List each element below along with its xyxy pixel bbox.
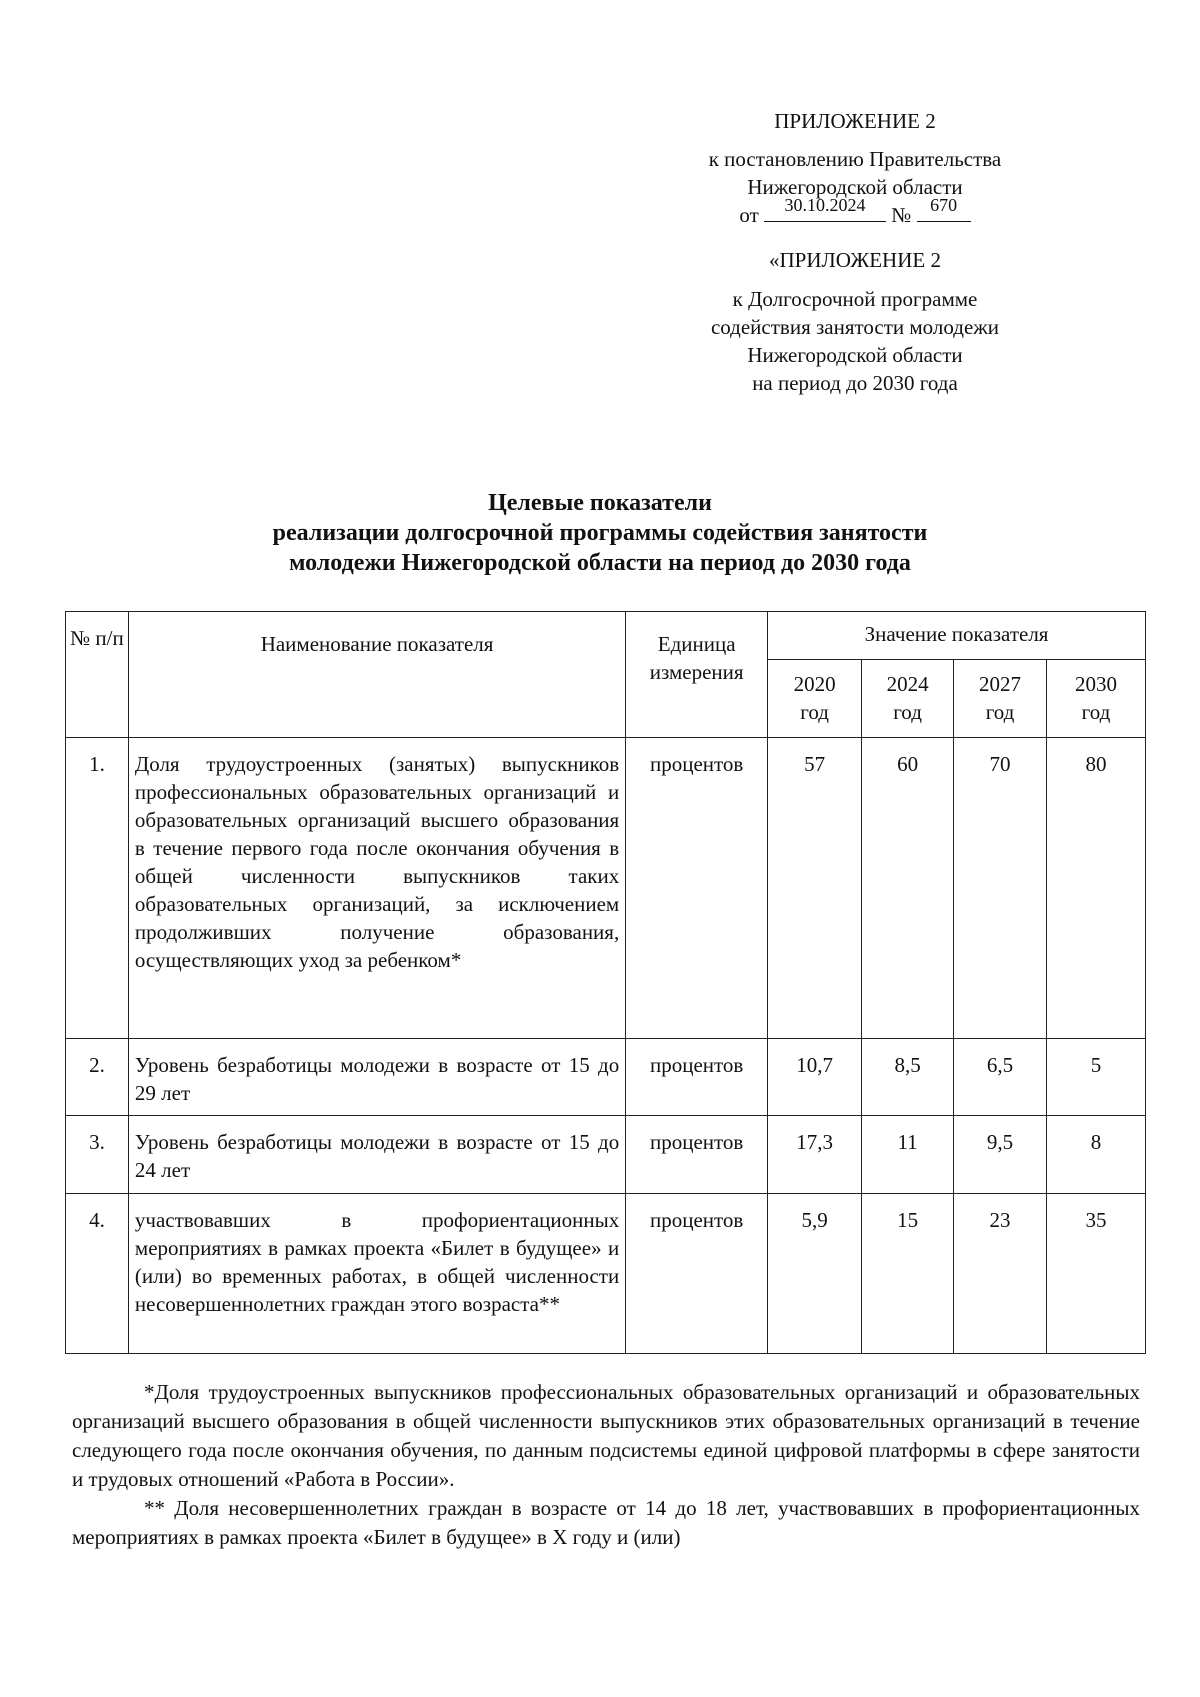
- row-name: Уровень безработицы молодежи в возрасте от 15 до 24 лет: [128, 1116, 625, 1194]
- row-name: Доля трудоустроенных (занятых) выпускников профессиональных образовательных организаций и образовательных организаций высшего образования в течение первого года после окончания обучения в общей численности выпускников таких образовательных организаций, за исключением продолживших получение образования, осуществляющих уход за ребенком*: [128, 738, 625, 1039]
- table-row: [66, 1039, 1146, 1116]
- title-line: Целевые показатели: [488, 490, 712, 516]
- number-value: 670: [930, 195, 958, 215]
- date-value: 30.10.2024: [784, 195, 866, 215]
- table-row: [66, 1116, 1146, 1194]
- footnote: ** Доля несовершеннолетних граждан в возрасте от 14 до 18 лет, участвовавших в профориентационных мероприятиях в рамках проекта «Билет в будущее» в Х году и (или): [72, 1496, 1140, 1549]
- row-unit: процентов: [626, 1194, 768, 1354]
- header-unit: Единица измерения: [626, 612, 768, 738]
- date-prefix: от: [739, 203, 759, 227]
- row-value-2027: 6,5: [954, 1039, 1047, 1116]
- number-field: [917, 195, 971, 222]
- row-value-2024: 15: [862, 1194, 954, 1354]
- header-year: 2024 год: [862, 660, 954, 738]
- resolution-reference: [560, 145, 1150, 229]
- program-line: на период до 2030 года: [752, 371, 958, 395]
- header-year: 2030 год: [1047, 660, 1146, 738]
- appendix-label-2: «ПРИЛОЖЕНИЕ 2: [769, 248, 941, 272]
- program-line: Нижегородской области: [747, 343, 963, 367]
- row-value-2027: 9,5: [954, 1116, 1047, 1194]
- resolution-line: к постановлению Правительства: [708, 147, 1002, 171]
- row-value-2020: 57: [768, 738, 862, 1039]
- row-value-2024: 11: [862, 1116, 954, 1194]
- header-values-group: Значение показателя: [768, 612, 1146, 660]
- row-unit: процентов: [626, 1039, 768, 1116]
- header-year: 2020 год: [768, 660, 862, 738]
- header-block: [560, 107, 1150, 135]
- row-value-2024: 60: [862, 738, 954, 1039]
- indicators-table: [65, 611, 1146, 1354]
- number-prefix: №: [891, 203, 912, 227]
- table-row: [66, 738, 1146, 1039]
- appendix-label: ПРИЛОЖЕНИЕ 2: [774, 109, 936, 133]
- row-value-2030: 8: [1047, 1116, 1146, 1194]
- row-unit: процентов: [626, 1116, 768, 1194]
- row-value-2030: 35: [1047, 1194, 1146, 1354]
- row-value-2020: 10,7: [768, 1039, 862, 1116]
- row-value-2020: 5,9: [768, 1194, 862, 1354]
- title-line: реализации долгосрочной программы содействия занятости: [272, 520, 928, 546]
- header-num: № п/п: [66, 612, 129, 738]
- row-value-2020: 17,3: [768, 1116, 862, 1194]
- table-header-row: [66, 612, 1146, 660]
- program-line: к Долгосрочной программе: [732, 287, 978, 311]
- row-unit: процентов: [626, 738, 768, 1039]
- header-name: Наименование показателя: [128, 612, 625, 738]
- header-year: 2027 год: [954, 660, 1047, 738]
- row-num: 4.: [66, 1194, 129, 1354]
- row-value-2027: 70: [954, 738, 1047, 1039]
- date-number-line: [560, 195, 1150, 229]
- row-num: 2.: [66, 1039, 129, 1116]
- footnotes: [72, 1378, 1140, 1552]
- row-value-2030: 80: [1047, 738, 1146, 1039]
- row-value-2024: 8,5: [862, 1039, 954, 1116]
- date-field: [764, 195, 886, 222]
- title-line: молодежи Нижегородской области на период до 2030 года: [289, 550, 911, 576]
- table-row: [66, 1194, 1146, 1354]
- program-line: содействия занятости молодежи: [710, 315, 1000, 339]
- row-name: участвовавших в профориентационных мероприятиях в рамках проекта «Билет в будущее» и (или) во временных работах, в общей численности несовершеннолетних граждан этого возраста**: [128, 1194, 625, 1354]
- appendix-label-2-block: [560, 246, 1150, 274]
- row-value-2027: 23: [954, 1194, 1047, 1354]
- row-value-2030: 5: [1047, 1039, 1146, 1116]
- row-num: 3.: [66, 1116, 129, 1194]
- row-name: Уровень безработицы молодежи в возрасте от 15 до 29 лет: [128, 1039, 625, 1116]
- document-title: [60, 488, 1140, 578]
- resolution-line: Нижегородской области: [747, 175, 963, 199]
- row-num: 1.: [66, 738, 129, 1039]
- program-reference: [560, 285, 1150, 397]
- footnote: *Доля трудоустроенных выпускников профессиональных образовательных организаций и образовательных организаций высшего образования в общей численности выпускников этих образовательных организаций в течение следующего года после окончания обучения, по данным подсистемы единой цифровой платформы в сфере занятости и трудовых отношений «Работа в России».: [72, 1380, 1140, 1491]
